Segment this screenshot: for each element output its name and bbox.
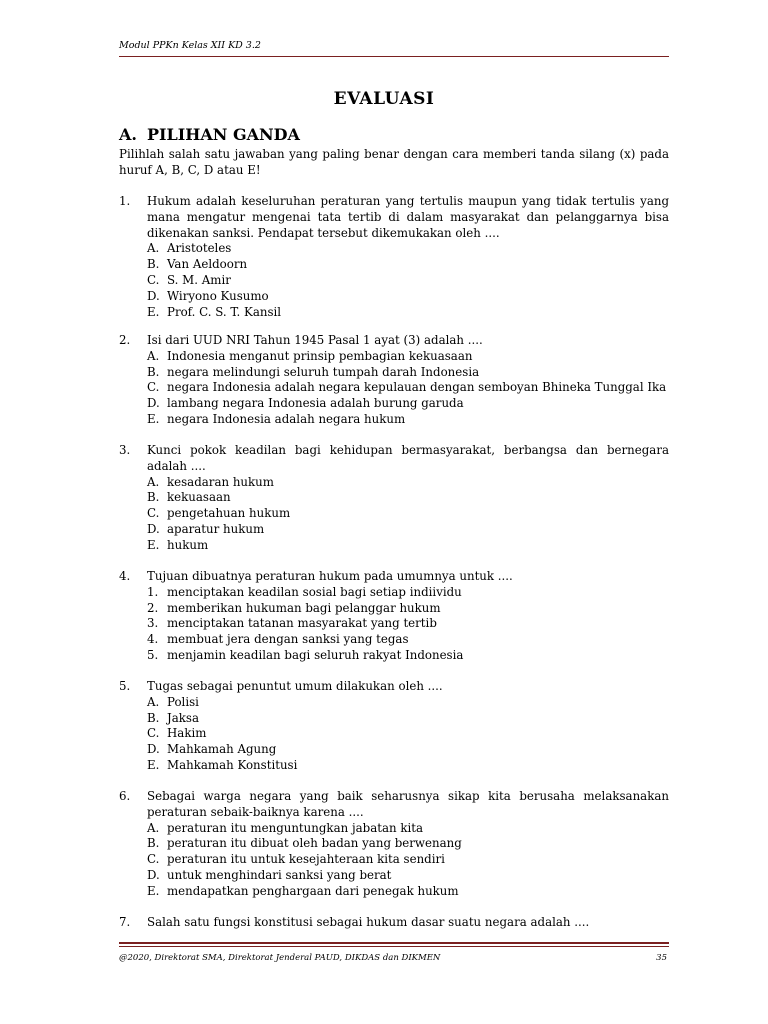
option-letter: C. xyxy=(147,506,160,521)
question-4 xyxy=(119,569,669,664)
option-text: menciptakan tatanan masyarakat yang tertib xyxy=(167,616,437,631)
option-letter: E. xyxy=(147,304,160,319)
option[interactable] xyxy=(147,506,669,522)
option-text: negara Indonesia adalah negara kepulauan dengan semboyan Bhineka Tunggal Ika xyxy=(167,380,667,395)
option-text: membuat jera dengan sanksi yang tegas xyxy=(167,632,409,647)
page-number: 35 xyxy=(656,953,667,963)
option[interactable] xyxy=(147,742,669,758)
option-letter: D. xyxy=(147,742,160,757)
option-letter: B. xyxy=(147,364,160,379)
option-text: hukum xyxy=(167,537,209,552)
option-letter: D. xyxy=(147,521,160,536)
option-letter: E. xyxy=(147,411,160,426)
option-text: lambang negara Indonesia adalah burung garuda xyxy=(167,396,464,411)
option-letter: C. xyxy=(147,380,160,395)
question-number: 7. xyxy=(119,915,131,929)
option[interactable] xyxy=(147,349,669,365)
option-letter: B. xyxy=(147,710,160,725)
question-5 xyxy=(119,679,669,774)
footer-divider xyxy=(119,942,669,944)
option-text: S. M. Amir xyxy=(167,272,231,287)
option[interactable] xyxy=(147,632,669,648)
option[interactable] xyxy=(147,241,669,257)
question-7 xyxy=(119,915,669,931)
option[interactable] xyxy=(147,821,669,837)
option-text: Aristoteles xyxy=(167,241,232,256)
option[interactable] xyxy=(147,884,669,900)
option-text: Polisi xyxy=(167,694,199,709)
option[interactable] xyxy=(147,758,669,774)
option-text: Indonesia menganut prinsip pembagian kekuasaan xyxy=(167,348,473,363)
option-text: negara Indonesia adalah negara hukum xyxy=(167,411,406,426)
option-letter: A. xyxy=(147,348,160,363)
question-text: Isi dari UUD NRI Tahun 1945 Pasal 1 ayat (3) adalah .... xyxy=(147,333,483,347)
section-label: PILIHAN GANDA xyxy=(147,125,300,144)
option-number: 2. xyxy=(147,600,159,615)
option-text: Mahkamah Konstitusi xyxy=(167,757,298,772)
option-letter: B. xyxy=(147,490,160,505)
option[interactable] xyxy=(147,836,669,852)
option-text: Mahkamah Agung xyxy=(167,742,277,757)
question-text: Sebagai warga negara yang baik seharusnya sikap kita berusaha melaksanakan peraturan sebaik-baiknya karena .... xyxy=(147,789,669,819)
option[interactable] xyxy=(147,601,669,617)
option[interactable] xyxy=(147,273,669,289)
option[interactable] xyxy=(147,305,669,321)
option[interactable] xyxy=(147,711,669,727)
option[interactable] xyxy=(147,365,669,381)
option-letter: B. xyxy=(147,836,160,851)
option[interactable] xyxy=(147,726,669,742)
option[interactable] xyxy=(147,868,669,884)
option-letter: A. xyxy=(147,474,160,489)
option-letter: C. xyxy=(147,726,160,741)
question-3 xyxy=(119,443,669,554)
option[interactable] xyxy=(147,380,669,396)
option[interactable] xyxy=(147,490,669,506)
option[interactable] xyxy=(147,852,669,868)
option-text: Van Aeldoorn xyxy=(167,257,248,272)
option-letter: E. xyxy=(147,537,160,552)
question-number: 4. xyxy=(119,569,131,583)
question-1 xyxy=(119,194,669,320)
option-text: Hakim xyxy=(167,726,207,741)
option-text: peraturan itu dibuat oleh badan yang berwenang xyxy=(167,836,462,851)
option-text: untuk menghindari sanksi yang berat xyxy=(167,867,392,882)
option-text: peraturan itu untuk kesejahteraan kita sendiri xyxy=(167,852,445,867)
option-letter: E. xyxy=(147,883,160,898)
option-text: kesadaran hukum xyxy=(167,474,274,489)
option-text: Jaksa xyxy=(167,710,199,725)
option-text: menjamin keadilan bagi seluruh rakyat Indonesia xyxy=(167,647,464,662)
instructions: Pilihlah salah satu jawaban yang paling benar dengan cara memberi tanda silang (x) pada huruf A, B, C, D atau E! xyxy=(119,147,669,177)
question-text: Tugas sebagai penuntut umum dilakukan oleh .... xyxy=(147,679,443,693)
option-letter: E. xyxy=(147,757,160,772)
option-number: 4. xyxy=(147,632,159,647)
header-divider xyxy=(119,56,669,57)
option[interactable] xyxy=(147,585,669,601)
option[interactable] xyxy=(147,396,669,412)
footer-copyright: @2020, Direktorat SMA, Direktorat Jenderal PAUD, DIKDAS dan DIKMEN xyxy=(119,953,441,963)
option-letter: A. xyxy=(147,694,160,709)
option-letter: D. xyxy=(147,867,160,882)
question-2 xyxy=(119,333,669,428)
option[interactable] xyxy=(147,522,669,538)
question-number: 1. xyxy=(119,194,131,208)
question-6 xyxy=(119,789,669,900)
question-number: 6. xyxy=(119,789,131,803)
option-text: aparatur hukum xyxy=(167,521,265,536)
question-number: 5. xyxy=(119,679,131,693)
question-number: 2. xyxy=(119,333,131,347)
question-text: Hukum adalah keseluruhan peraturan yang tertulis maupun yang tidak tertulis yang mana mengatur mengenai tata tertib di dalam masyarakat dan pelanggarnya bisa dikenakan sanksi. Pendapat tersebut dikemukakan oleh .... xyxy=(147,194,669,240)
question-number: 3. xyxy=(119,443,131,457)
option[interactable] xyxy=(147,616,669,632)
option-text: Prof. C. S. T. Kansil xyxy=(167,304,282,319)
option-text: mendapatkan penghargaan dari penegak hukum xyxy=(167,883,459,898)
question-text: Tujuan dibuatnya peraturan hukum pada umumnya untuk .... xyxy=(147,569,513,583)
option-number: 1. xyxy=(147,584,159,599)
option-letter: C. xyxy=(147,852,160,867)
option[interactable] xyxy=(147,412,669,428)
option-letter: A. xyxy=(147,820,160,835)
option[interactable] xyxy=(147,257,669,273)
option-letter: D. xyxy=(147,396,160,411)
option-letter: B. xyxy=(147,257,160,272)
option[interactable] xyxy=(147,695,669,711)
module-header: Modul PPKn Kelas XII KD 3.2 xyxy=(119,40,261,51)
option[interactable] xyxy=(147,475,669,491)
option[interactable] xyxy=(147,289,669,305)
option-text: peraturan itu menguntungkan jabatan kita xyxy=(167,820,424,835)
option-text: menciptakan keadilan sosial bagi setiap indiividu xyxy=(167,584,462,599)
question-text: Kunci pokok keadilan bagi kehidupan bermasyarakat, berbangsa dan bernegara adalah .... xyxy=(147,443,669,473)
section-heading xyxy=(119,125,300,144)
option-letter: C. xyxy=(147,272,160,287)
option-text: pengetahuan hukum xyxy=(167,506,291,521)
option-text: negara melindungi seluruh tumpah darah Indonesia xyxy=(167,364,480,379)
footer-divider-thin xyxy=(119,946,669,947)
option-text: Wiryono Kusumo xyxy=(167,288,269,303)
option-text: kekuasaan xyxy=(167,490,231,505)
option-letter: D. xyxy=(147,288,160,303)
option-letter: A. xyxy=(147,241,160,256)
option-number: 5. xyxy=(147,647,159,662)
section-letter: A. xyxy=(119,125,137,144)
question-text: Salah satu fungsi konstitusi sebagai hukum dasar suatu negara adalah .... xyxy=(147,915,590,929)
option-number: 3. xyxy=(147,616,159,631)
option[interactable] xyxy=(147,538,669,554)
page-title: EVALUASI xyxy=(333,89,435,109)
option[interactable] xyxy=(147,648,669,664)
option-text: memberikan hukuman bagi pelanggar hukum xyxy=(167,600,441,615)
